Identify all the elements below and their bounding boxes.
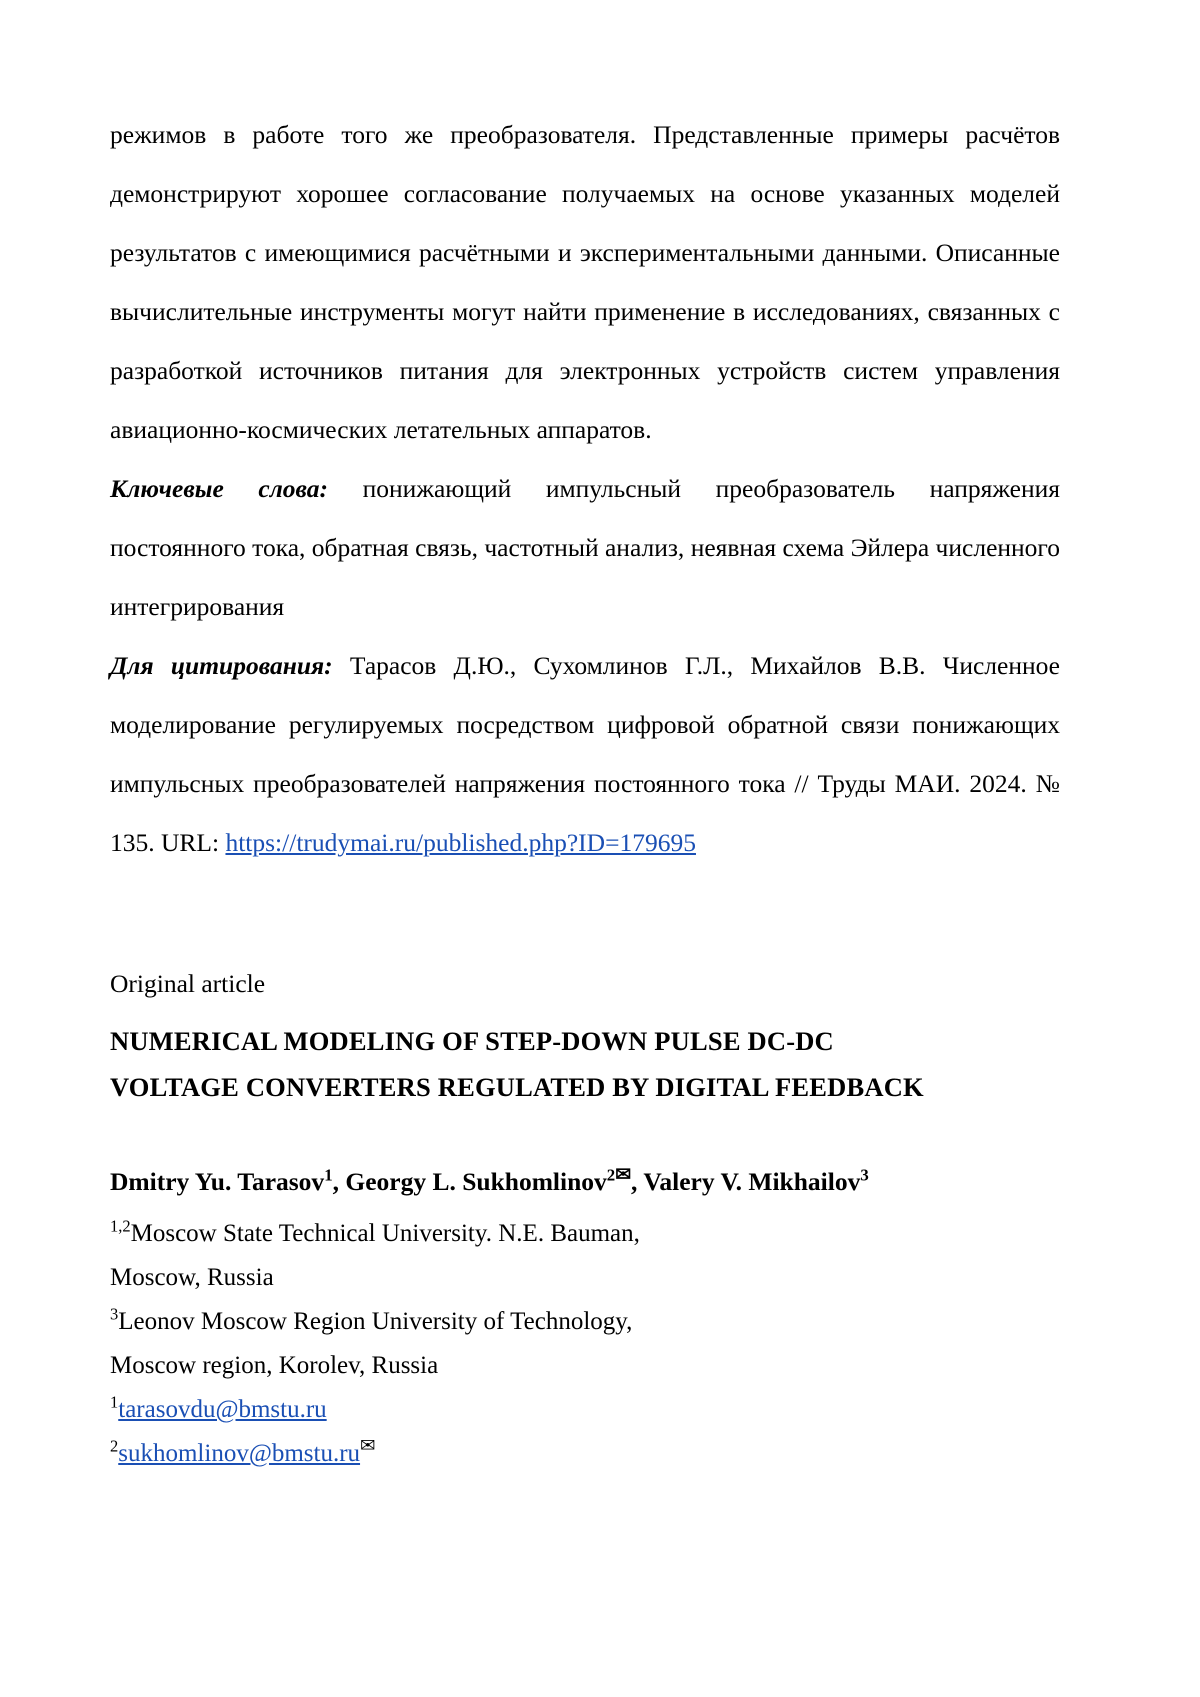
- citation-paragraph: [110, 636, 1060, 872]
- affil-marker-12: 1,2: [110, 1216, 131, 1236]
- authors-line: Dmitry Yu. Tarasov$^1$, Georgy L. Sukhomlinov$^{2✉}$, Valery V. Mikhailov$^3$: [110, 1164, 869, 1196]
- email-marker-1: 1: [110, 1392, 119, 1412]
- title-line-1: NUMERICAL MODELING OF STEP-DOWN PULSE DC-DC: [110, 1026, 834, 1056]
- email-marker-2: 2: [110, 1436, 119, 1456]
- citation-text: Тарасов Д.Ю., Сухомлинов Г.Л., Михайлов В.В. Численное моделирование регулируемых посредством цифровой обратной связи понижающих импульсных преобразователей напряжения постоянного тока // Труды МАИ. 2024. № 135. URL:: [110, 651, 1061, 857]
- email-link-1[interactable]: tarasovdu@bmstu.ru: [118, 1396, 327, 1423]
- citation-url-link[interactable]: https://trudymai.ru/published.php?ID=179695: [225, 828, 696, 857]
- page-title: [110, 1018, 1060, 1110]
- affiliation-line-2: Moscow, Russia: [110, 1264, 274, 1291]
- keywords-paragraph: [110, 459, 1060, 636]
- email-line-2: [110, 1432, 1060, 1476]
- author-affil-marker-1: 1: [324, 1165, 333, 1185]
- email-link-2[interactable]: sukhomlinov@bmstu.ru: [118, 1440, 361, 1467]
- title-line-2: VOLTAGE CONVERTERS REGULATED BY DIGITAL FEEDBACK: [110, 1072, 924, 1102]
- affil-marker-3: 3: [110, 1304, 119, 1324]
- section-spacer: [110, 872, 1060, 964]
- affiliation-line-4: Moscow region, Korolev, Russia: [110, 1352, 439, 1379]
- keywords-text: понижающий импульсный преобразователь напряжения постоянного тока, обратная связь, частотный анализ, неявная схема Эйлера численного интегрирования: [110, 474, 1061, 621]
- article-type-label: Original article: [110, 969, 266, 998]
- envelope-icon: ✉: [615, 1164, 632, 1186]
- keywords-label: Ключевые слова:: [110, 474, 329, 503]
- affiliation-line-1: $^{1,2}$Moscow State Technical University. N.E. Bauman,: [110, 1216, 640, 1247]
- email-line-1: [110, 1388, 1060, 1432]
- citation-label: Для цитирования:: [110, 651, 333, 680]
- author-affil-marker-3: 3: [860, 1165, 869, 1185]
- abstract-continuation-paragraph: режимов в работе того же преобразователя. Представленные примеры расчётов демонстрируют хорошее согласование получаемых на основе указанных моделей результатов с имеющимися расчётными и экспериментальными данными. Описанные вычислительные инструменты могут найти применение в исследованиях, связанных с разработкой источников питания для электронных устройств систем управления авиационно-космических летательных аппаратов.: [110, 120, 1060, 444]
- envelope-icon-corresponding: ✉: [360, 1436, 376, 1457]
- affiliation-line-3: $^3$Leonov Moscow Region University of Technology,: [110, 1304, 633, 1335]
- author-affil-marker-2: 2: [606, 1165, 616, 1185]
